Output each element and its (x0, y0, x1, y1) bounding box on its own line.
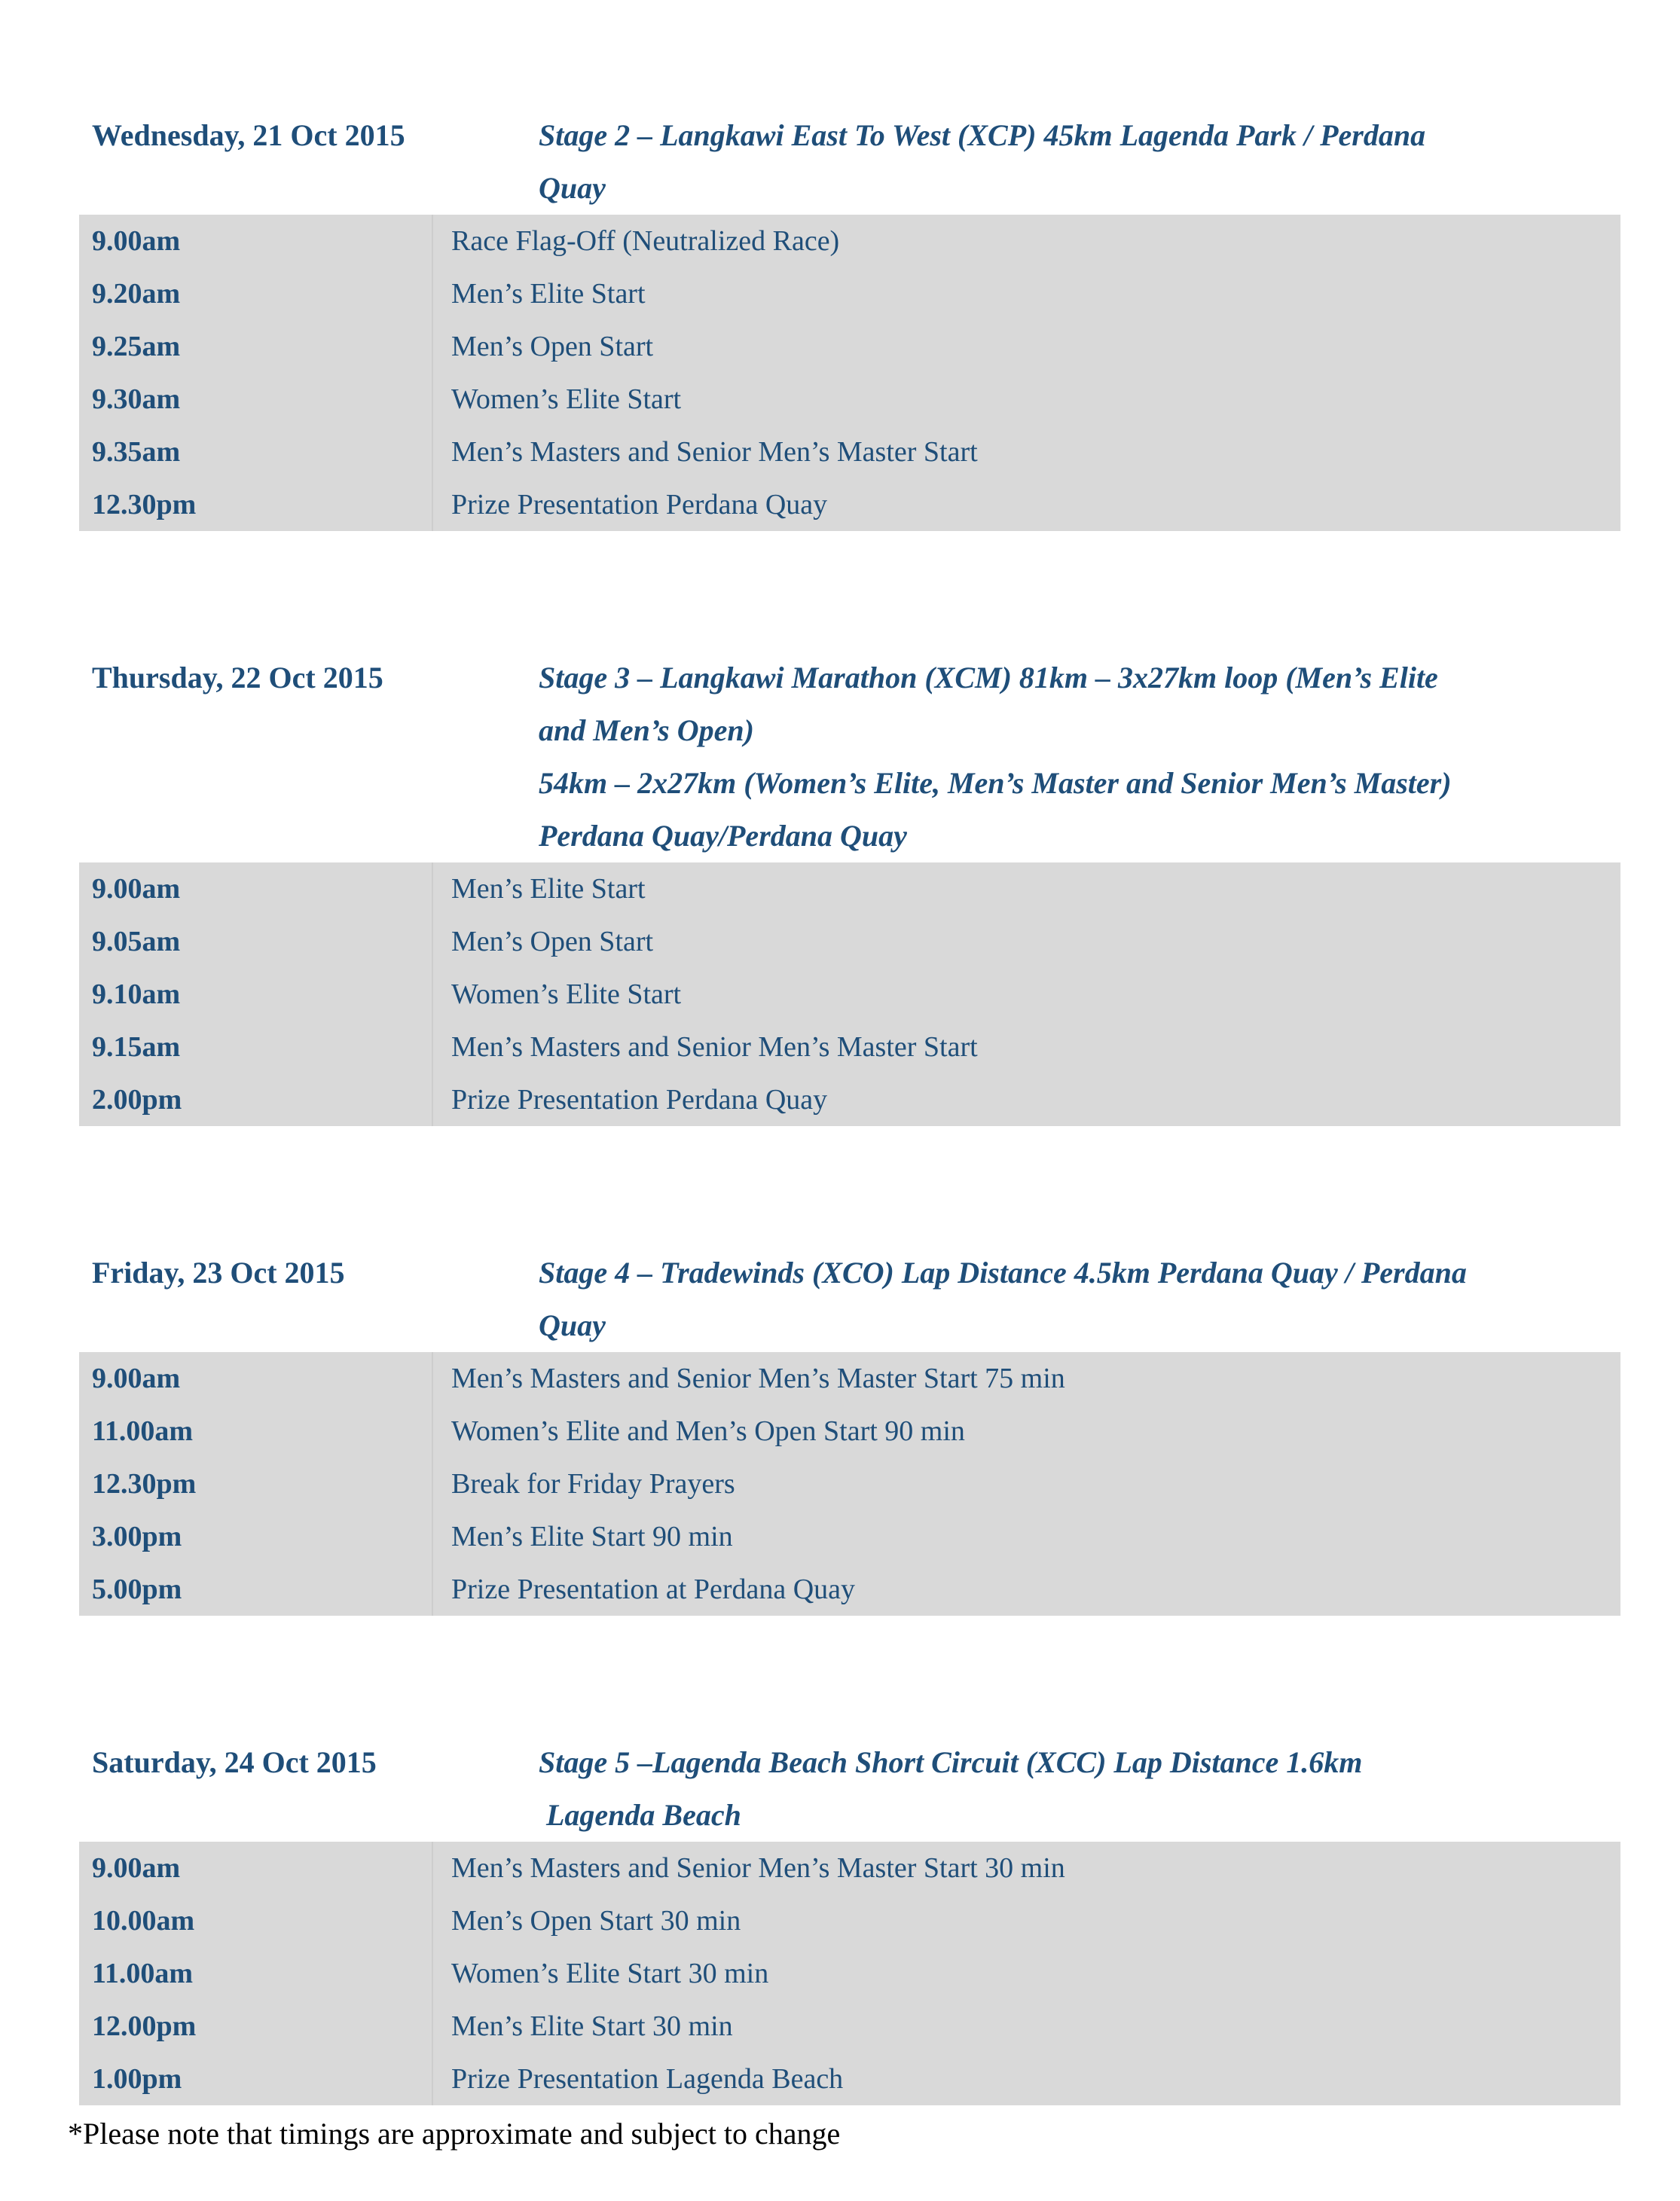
row-time: 9.25am (79, 320, 432, 373)
block-stage-title (539, 1247, 1680, 1352)
row-time: 11.00am (79, 1405, 432, 1458)
row-event: Men’s Open Start (451, 926, 654, 957)
row-time: 9.15am (79, 1021, 432, 1073)
stage-title-line: Quay (539, 1308, 606, 1342)
stage-title-line: Stage 5 –Lagenda Beach Short Circuit (XCC) Lap Distance 1.6km (539, 1745, 1363, 1779)
block-spacer (0, 1616, 1680, 1736)
footnote-text: *Please note that timings are approximate and subject to change (68, 2117, 841, 2151)
row-time: 10.00am (79, 1894, 432, 1947)
schedule-block-thursday (0, 652, 1680, 1126)
schedule-block-wednesday (0, 109, 1680, 531)
row-time: 9.00am (79, 862, 432, 915)
row-time: 9.00am (79, 1352, 432, 1405)
table-row (79, 320, 1620, 373)
block-date: Saturday, 24 Oct 2015 (92, 1745, 377, 1779)
block-header (0, 1736, 1680, 1842)
row-event: Race Flag-Off (Neutralized Race) (451, 225, 840, 257)
row-time: 9.30am (79, 373, 432, 426)
table-row (79, 1405, 1620, 1458)
table-row (79, 1021, 1620, 1073)
block-header (0, 109, 1680, 215)
stage-title-line: Stage 3 – Langkawi Marathon (XCM) 81km – 3x27km loop (Men’s Elite (539, 661, 1438, 694)
row-time: 2.00pm (79, 1073, 432, 1126)
row-time: 12.30pm (79, 478, 432, 531)
stage-title-line: Quay (539, 171, 606, 205)
top-margin-spacer (0, 0, 1680, 109)
schedule-block-friday (0, 1247, 1680, 1616)
schedule-table (79, 1352, 1620, 1616)
block-header (0, 652, 1680, 862)
row-time: 12.00pm (79, 2000, 432, 2053)
block-stage-title (539, 652, 1680, 862)
table-row (79, 1510, 1620, 1563)
schedule-table (79, 1842, 1620, 2105)
stage-title-line: Lagenda Beach (546, 1798, 741, 1832)
row-time: 9.00am (79, 1842, 432, 1894)
block-spacer (0, 1126, 1680, 1247)
schedule-table (79, 862, 1620, 1126)
row-event: Men’s Masters and Senior Men’s Master Start 30 min (451, 1852, 1065, 1884)
row-time: 9.20am (79, 267, 432, 320)
block-stage-title (539, 1736, 1680, 1842)
row-event: Prize Presentation Lagenda Beach (451, 2063, 844, 2095)
block-spacer (0, 531, 1680, 652)
table-row (79, 1894, 1620, 1947)
row-time: 11.00am (79, 1947, 432, 2000)
table-row (79, 862, 1620, 915)
schedule-table (79, 215, 1620, 531)
block-date: Friday, 23 Oct 2015 (92, 1256, 345, 1290)
table-row (79, 1458, 1620, 1510)
row-time: 9.05am (79, 915, 432, 968)
block-date: Wednesday, 21 Oct 2015 (92, 118, 405, 152)
table-row (79, 373, 1620, 426)
table-row (79, 426, 1620, 478)
row-event: Prize Presentation Perdana Quay (451, 1084, 828, 1116)
row-event: Prize Presentation at Perdana Quay (451, 1574, 856, 1605)
block-header (0, 1247, 1680, 1352)
row-event: Men’s Masters and Senior Men’s Master Start (451, 436, 978, 468)
row-event: Break for Friday Prayers (451, 1468, 735, 1500)
row-event: Men’s Open Start 30 min (451, 1905, 741, 1937)
stage-title-line: Stage 2 – Langkawi East To West (XCP) 45km Lagenda Park / Perdana (539, 118, 1426, 152)
table-row (79, 1352, 1620, 1405)
row-event: Women’s Elite Start 30 min (451, 1958, 769, 1989)
row-event: Men’s Elite Start 90 min (451, 1521, 733, 1552)
block-stage-title (539, 109, 1680, 215)
row-event: Women’s Elite and Men’s Open Start 90 min (451, 1415, 965, 1447)
table-row (79, 1563, 1620, 1616)
stage-title-line: and Men’s Open) (539, 713, 754, 747)
stage-title-line: Perdana Quay/Perdana Quay (539, 819, 907, 853)
table-row (79, 478, 1620, 531)
row-time: 1.00pm (79, 2053, 432, 2105)
row-time: 9.35am (79, 426, 432, 478)
row-time: 3.00pm (79, 1510, 432, 1563)
table-row (79, 215, 1620, 267)
row-event: Men’s Masters and Senior Men’s Master Start 75 min (451, 1363, 1065, 1394)
row-event: Women’s Elite Start (451, 383, 682, 415)
row-event: Men’s Elite Start (451, 278, 646, 310)
row-time: 5.00pm (79, 1563, 432, 1616)
row-event: Men’s Elite Start (451, 873, 646, 905)
row-time: 9.00am (79, 215, 432, 267)
row-time: 9.10am (79, 968, 432, 1021)
stage-title-line: Stage 4 – Tradewinds (XCO) Lap Distance 4.5km Perdana Quay / Perdana (539, 1256, 1467, 1290)
table-row (79, 1947, 1620, 2000)
row-time: 12.30pm (79, 1458, 432, 1510)
schedule-block-saturday (0, 1736, 1680, 2105)
stage-title-line: 54km – 2x27km (Women’s Elite, Men’s Master and Senior Men’s Master) (539, 766, 1452, 800)
table-row (79, 968, 1620, 1021)
table-row (79, 2000, 1620, 2053)
table-row (79, 1073, 1620, 1126)
row-event: Women’s Elite Start (451, 978, 682, 1010)
block-date: Thursday, 22 Oct 2015 (92, 661, 383, 694)
row-event: Prize Presentation Perdana Quay (451, 489, 828, 520)
row-event: Men’s Open Start (451, 331, 654, 362)
table-row (79, 915, 1620, 968)
table-row (79, 2053, 1620, 2105)
row-event: Men’s Masters and Senior Men’s Master Start (451, 1031, 978, 1063)
table-row (79, 1842, 1620, 1894)
table-row (79, 267, 1620, 320)
row-event: Men’s Elite Start 30 min (451, 2010, 733, 2042)
